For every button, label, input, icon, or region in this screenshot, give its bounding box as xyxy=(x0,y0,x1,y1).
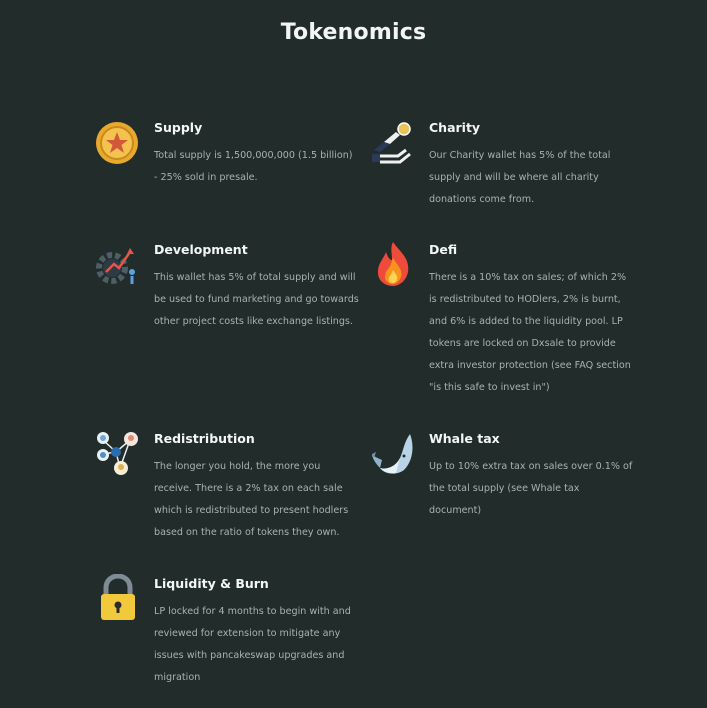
fire-icon xyxy=(370,240,416,286)
charity-hands-icon xyxy=(370,120,416,166)
feature-description: LP locked for 4 months to begin with and reviewed for extension to mitigate any issues with pancakeswap upgrades and migration xyxy=(154,606,351,683)
feature-charity xyxy=(429,120,634,211)
feature-description: This wallet has 5% of total supply and will be used to fund marketing and go towards other project costs like exchange listings. xyxy=(154,272,359,327)
feature-development xyxy=(154,242,359,333)
coin-icon xyxy=(94,120,140,166)
gear-growth-icon xyxy=(94,242,140,288)
padlock-icon xyxy=(96,574,142,620)
feature-title: Defi xyxy=(429,242,458,257)
feature-defi xyxy=(429,242,634,399)
feature-description: Our Charity wallet has 5% of the total supply and will be where all charity donations come from. xyxy=(429,150,611,205)
feature-title: Liquidity & Burn xyxy=(154,576,269,591)
feature-title: Supply xyxy=(154,120,203,135)
feature-title: Redistribution xyxy=(154,431,255,446)
feature-title: Whale tax xyxy=(429,431,500,446)
feature-description: There is a 10% tax on sales; of which 2% is redistributed to HODlers, 2% is burnt, and 6% is added to the liquidity pool. LP tokens are locked on Dxsale to provide extra investor protection (see FAQ section "is this safe to invest in") xyxy=(429,272,631,393)
feature-title: Charity xyxy=(429,120,481,135)
feature-description: The longer you hold, the more you receive. There is a 2% tax on each sale which is redistributed to present hodlers based on the ratio of tokens they own. xyxy=(154,461,349,538)
feature-supply xyxy=(154,120,359,189)
feature-whale-tax xyxy=(429,431,634,522)
page-title: Tokenomics xyxy=(280,20,427,45)
whale-icon xyxy=(370,430,416,476)
feature-liquidity-burn xyxy=(154,576,359,689)
feature-description: Up to 10% extra tax on sales over 0.1% of the total supply (see Whale tax document) xyxy=(429,461,633,516)
feature-title: Development xyxy=(154,242,248,257)
network-users-icon xyxy=(94,430,140,476)
feature-description: Total supply is 1,500,000,000 (1.5 billion) - 25% sold in presale. xyxy=(154,150,353,183)
feature-redistribution xyxy=(154,431,359,544)
